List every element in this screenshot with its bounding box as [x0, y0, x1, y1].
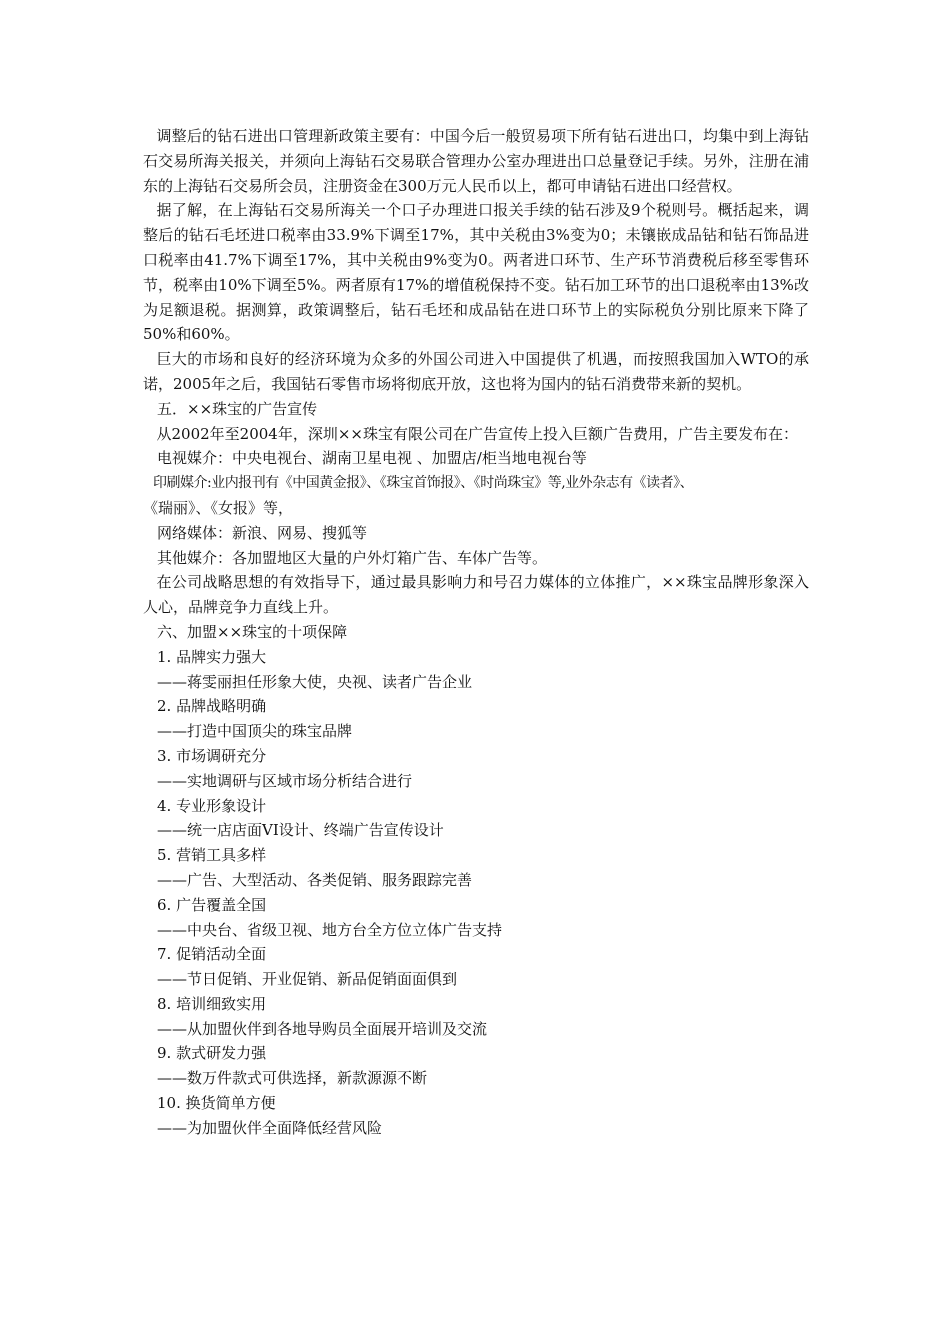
guarantee-title: 5. 营销工具多样: [157, 846, 267, 865]
section-5-summary: 在公司战略思想的有效指导下，通过最具影响力和号召力媒体的立体推广，××珠宝品牌形象深入人心，品牌竞争力直线上升。: [143, 573, 809, 617]
guarantee-desc: ——打造中国顶尖的珠宝品牌: [157, 722, 353, 741]
guarantee-desc: ——节日促销、开业促销、新品促销面面俱到: [157, 970, 458, 989]
media-tv: 电视媒介：中央电视台、湖南卫星电视 、加盟店/柜当地电视台等: [157, 449, 587, 468]
guarantee-desc: ——数万件款式可供选择，新款源源不断: [157, 1069, 428, 1088]
guarantee-title: 10. 换货简单方便: [157, 1094, 276, 1113]
guarantee-desc: ——为加盟伙伴全面降低经营风险: [157, 1118, 383, 1137]
guarantee-desc: ——蒋雯丽担任形象大使，央视、读者广告企业: [157, 672, 473, 691]
document-body: [143, 124, 809, 1141]
guarantee-title: 9. 款式研发力强: [157, 1044, 267, 1063]
media-web: 网络媒体：新浪、网易、搜狐等: [157, 523, 368, 542]
guarantee-title: 8. 培训细致实用: [157, 994, 267, 1013]
paragraph-tax-rates: 据了解，在上海钻石交易所海关一个口子办理进口报关手续的钻石涉及9个税则号。概括起来，调整后的钻石毛坯进口税率由33.9%下调至17%，其中关税由3%变为0；未镶嵌成品钻和钻石饰品进口税率由41.7%下调至17%，其中关税由9%变为0。两者进口环节、生产环节消费税后移至零售环节，税率由10%下调至5%。两者原有17%的增值税保持不变。钻石加工环节的出口退税率由13%改为足额退税。据测算，政策调整后，钻石毛坯和成品钻在进口环节上的实际税负分别比原来下降了50%和60%。: [143, 201, 809, 344]
guarantee-desc: ——统一店店面VI设计、终端广告宣传设计: [157, 821, 444, 840]
guarantee-title: 7. 促销活动全面: [157, 945, 267, 964]
paragraph-import-policy: 调整后的钻石进出口管理新政策主要有：中国今后一般贸易项下所有钻石进出口，均集中到上海钻石交易所海关报关，并须向上海钻石交易联合管理办公室办理进出口总量登记手续。另外，注册在浦东的上海钻石交易所会员，注册资金在300万元人民币以上，都可申请钻石进出口经营权。: [143, 127, 809, 195]
media-other: 其他媒介：各加盟地区大量的户外灯箱广告、车体广告等。: [157, 548, 548, 567]
guarantee-desc: ——从加盟伙伴到各地导购员全面展开培训及交流: [157, 1019, 488, 1038]
section-5-intro: 从2002年至2004年，深圳××珠宝有限公司在广告宣传上投入巨额广告费用，广告主要发布在：: [156, 424, 798, 443]
paragraph-market-outlook: 巨大的市场和良好的经济环境为众多的外国公司进入中国提供了机遇，而按照我国加入WTO的承诺，2005年之后，我国钻石零售市场将彻底开放，这也将为国内的钻石消费带来新的契机。: [143, 350, 809, 393]
guarantee-title: 1. 品牌实力强大: [157, 647, 267, 666]
guarantee-title: 6. 广告覆盖全国: [157, 895, 267, 914]
guarantee-title: 4. 专业形象设计: [157, 796, 267, 815]
guarantee-desc: ——广告、大型活动、各类促销、服务跟踪完善: [157, 870, 473, 889]
section-5-heading: 五．××珠宝的广告宣传: [157, 399, 318, 418]
guarantee-title: 2. 品牌战略明确: [157, 697, 267, 716]
guarantee-title: 3. 市场调研充分: [157, 746, 267, 765]
guarantee-desc: ——中央台、省级卫视、地方台全方位立体广告支持: [157, 920, 503, 939]
guarantee-desc: ——实地调研与区域市场分析结合进行: [157, 771, 413, 790]
media-print-line2: 《瑞丽》、《女报》等，: [143, 498, 294, 517]
media-print-line1: 印刷媒介:业内报刊有《中国黄金报》、《珠宝首饰报》、《时尚珠宝》等,业外杂志有《读者》、: [153, 475, 694, 492]
section-6-heading: 六、加盟××珠宝的十项保障: [157, 622, 348, 641]
